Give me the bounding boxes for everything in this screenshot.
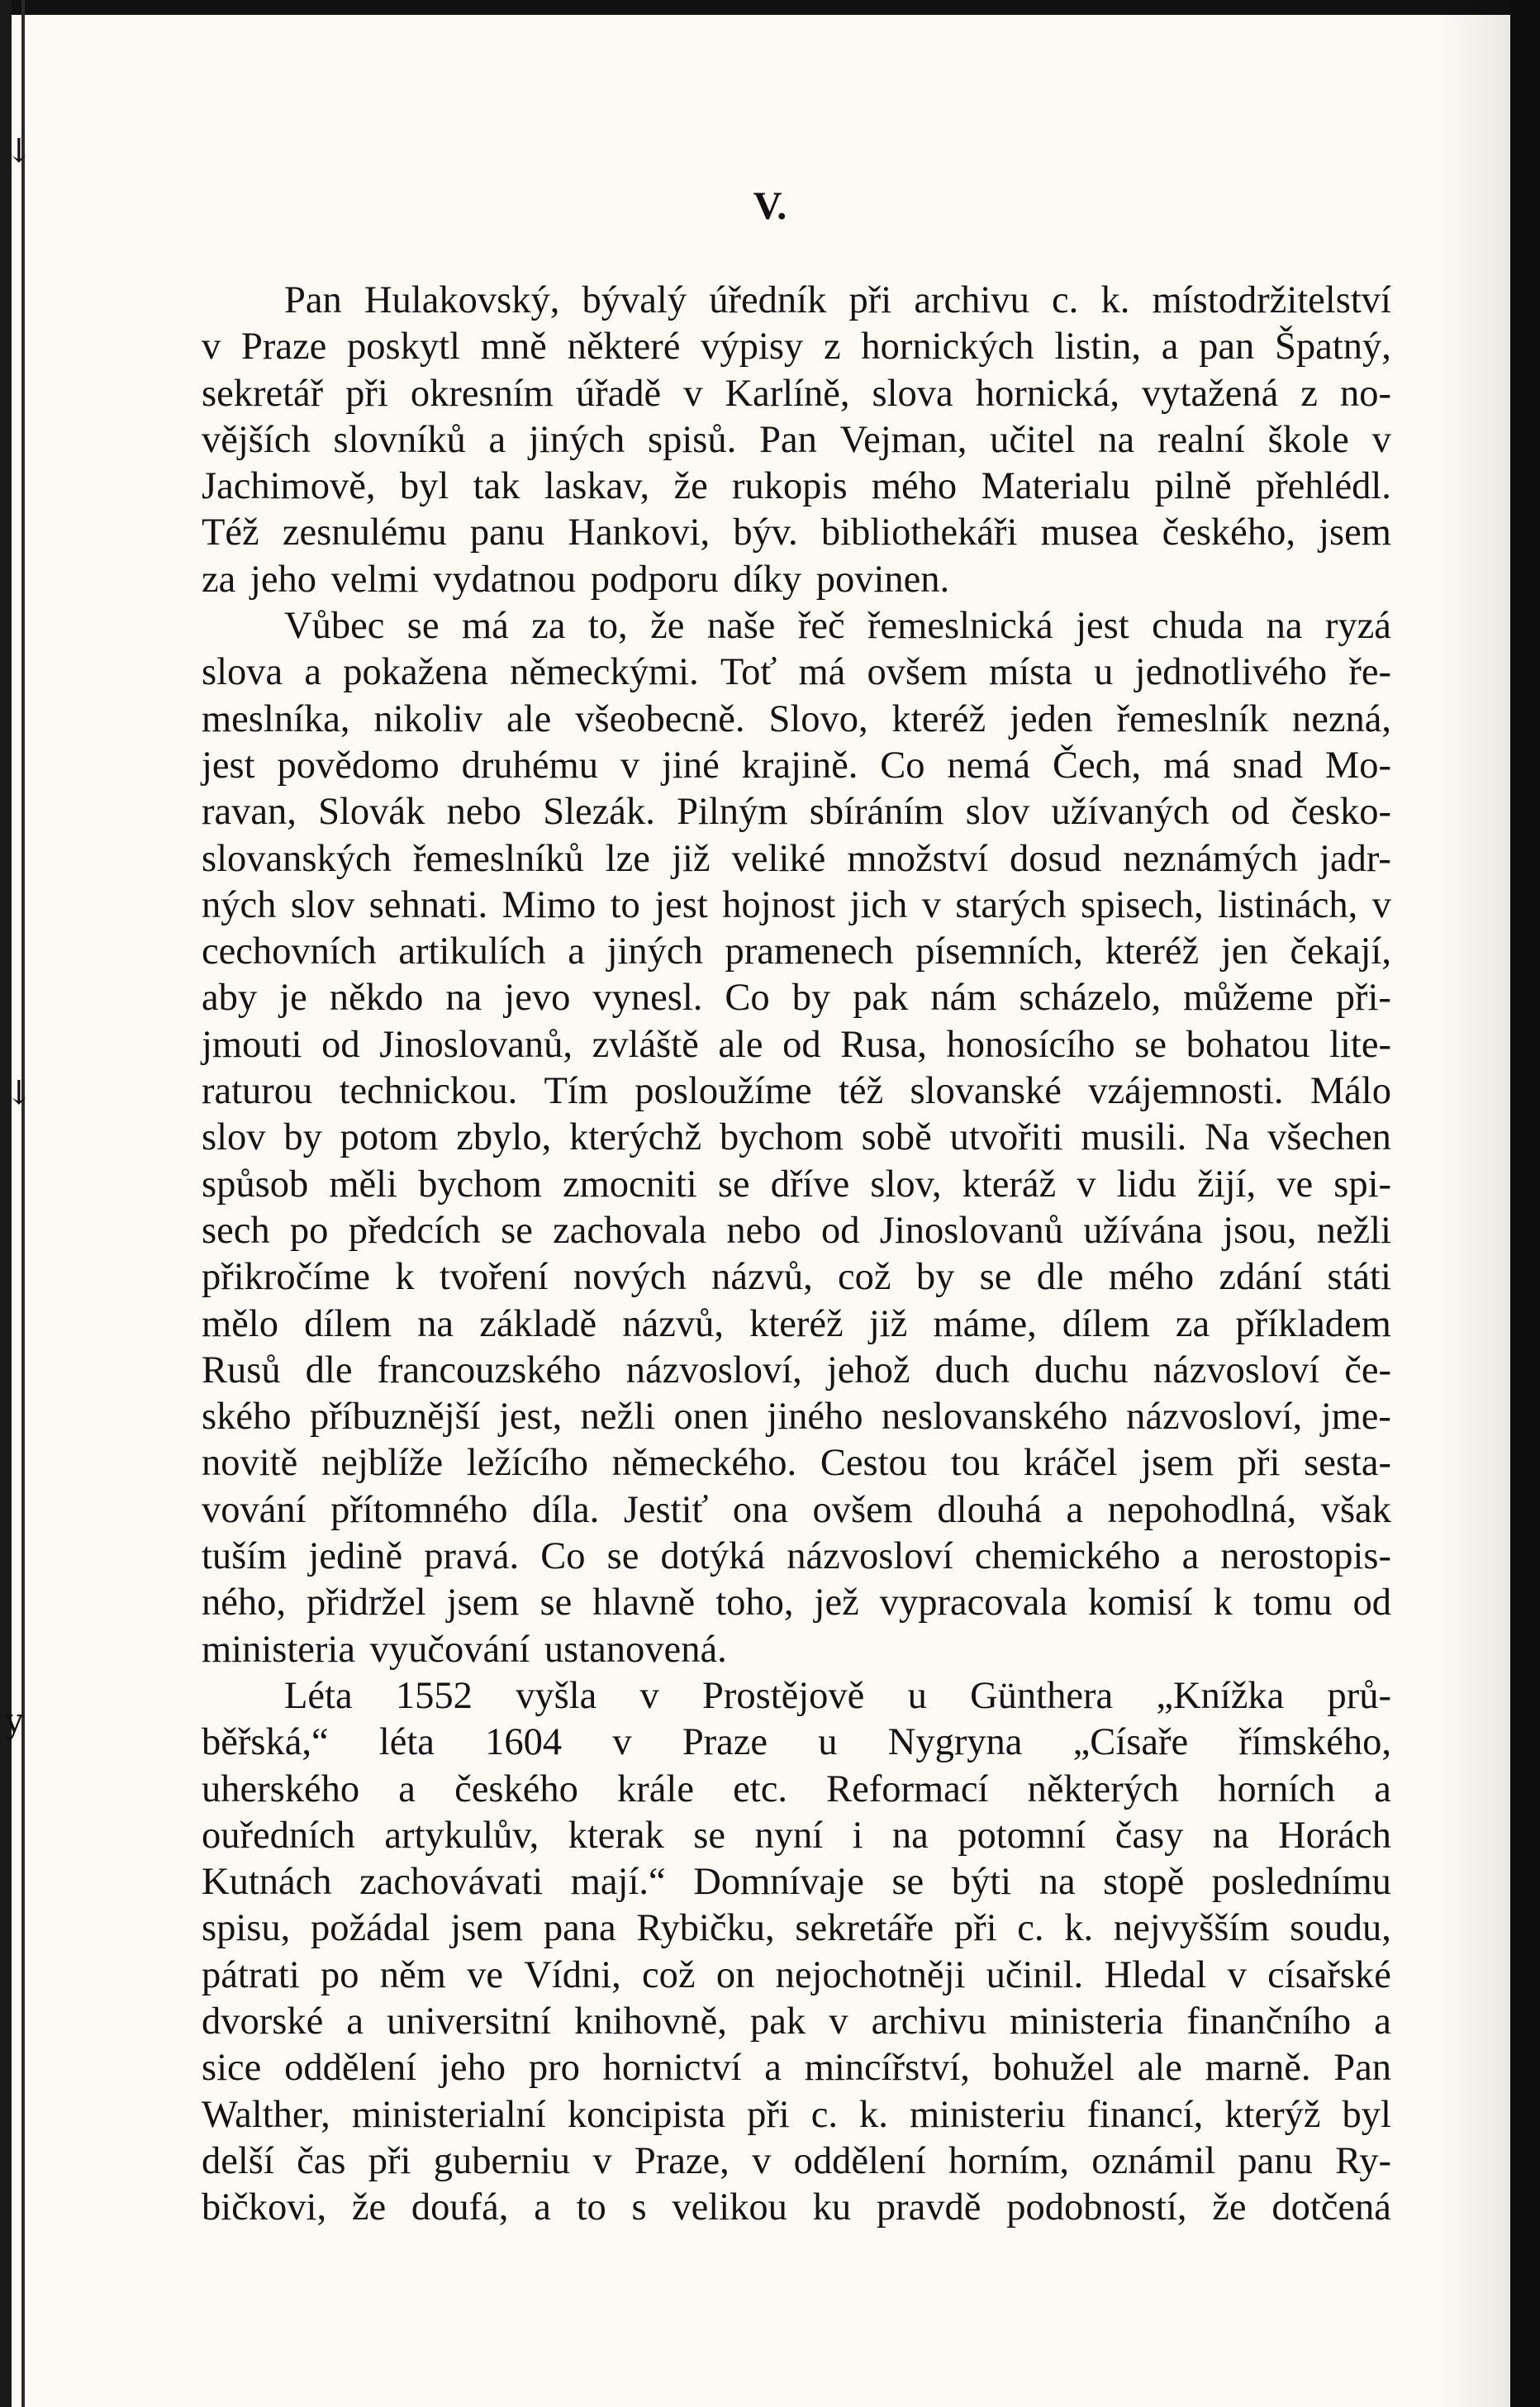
text-line: Též zesnulému panu Hankovi, býv. bibliothekáři musea českého, jsem xyxy=(202,511,1391,554)
text-line: přikročíme k tvoření nových názvů, což by se dle mého zdání státi xyxy=(202,1256,1391,1299)
text-line: Pan Hulakovský, bývalý úředník při archivu c. k. místodržitelství xyxy=(284,279,1391,321)
text-line: uherského a českého krále etc. Reformací některých horních a xyxy=(202,1767,1391,1810)
text-line: vějších slovníků a jiných spisů. Pan Vejman, učitel na realní škole v xyxy=(202,418,1391,461)
text-line: Kutnách zachovávati mají.“ Domnívaje se býti na stopě poslednímu xyxy=(202,1861,1391,1904)
text-line: vování přítomného díla. Jestiť ona ovšem dlouhá a nepohodlná, však xyxy=(202,1488,1391,1531)
text-line: aby je někdo na jevo vynesl. Co by pak nám scházelo, můžeme při- xyxy=(202,977,1391,1020)
text-line: Vůbec se má za to, že naše řeč řemeslnická jest chuda na ryzá xyxy=(284,605,1391,648)
text-line: dvorské a universitní knihovně, pak v archivu ministeria finančního a xyxy=(202,2000,1391,2043)
text-line: delší čas při guberniu v Praze, v oddělení horním, oznámil panu Ry- xyxy=(202,2139,1391,2182)
text-line: Rusů dle francouzského názvosloví, jehož duch duchu názvosloví če- xyxy=(202,1349,1391,1391)
scan-border-top xyxy=(0,0,1540,15)
page-edge-shade xyxy=(1436,0,1510,2407)
text-line: novitě nejblíže ležícího německého. Cestou tou kráčel jsem při sesta- xyxy=(202,1442,1391,1485)
text-line: ravan, Slovák nebo Slezák. Pilným sbíráním slov užívaných od česko- xyxy=(202,791,1391,834)
text-line: spisu, požádal jsem pana Rybičku, sekretáře při c. k. nejvyšším soudu, xyxy=(202,1907,1391,1950)
text-line: raturou technickou. Tím posloužíme též slovanské vzájemnosti. Málo xyxy=(202,1070,1391,1113)
text-line: pátrati po něm ve Vídni, což on nejochotněji učinil. Hledal v císařské xyxy=(202,1953,1391,1996)
text-line: za jeho velmi vydatnou podporu díky povinen. xyxy=(202,558,950,601)
text-line: ského příbuznější jest, nežli onen jiného neslovanského názvosloví, jme- xyxy=(202,1396,1391,1439)
text-line: ných slov sehnati. Mimo to jest hojnost jich v starých spisech, listinách, v xyxy=(202,883,1391,926)
text-line: sech po předcích se zachovala nebo od Jinoslovanů užívána jsou, nežli xyxy=(202,1209,1391,1252)
text-line: jmouti od Jinoslovanů, zvláště ale od Rusa, honosícího se bohatou lite- xyxy=(202,1023,1391,1066)
text-line: tuším jedině pravá. Co se dotýká názvosloví chemického a nerostopis- xyxy=(202,1535,1391,1578)
text-line: Walther, ministerialní koncipista při c. k. ministeriu financí, kterýž byl xyxy=(202,2093,1391,2136)
margin-mark-1: ↓ xyxy=(5,132,33,170)
scan-border-left xyxy=(0,0,12,2407)
text-line: Jachimově, byl tak laskav, že rukopis mého Materialu pilně přehlédl. xyxy=(202,465,1391,508)
text-line: slov by potom zbylo, kterýchž bychom sobě utvořiti musili. Na všechen xyxy=(202,1116,1391,1159)
chapter-heading: V. xyxy=(753,184,787,228)
text-line: slovanských řemeslníků lze již veliké množství dosud neznámých jadr- xyxy=(202,837,1391,880)
text-line: v Praze poskytl mně některé výpisy z hornických listin, a pan Špatný, xyxy=(202,326,1391,369)
text-line: mělo dílem na základě názvů, kteréž již máme, dílem za příkladem xyxy=(202,1302,1391,1345)
text-line: cechovních artikulích a jiných pramenech písemních, kteréž jen čekají, xyxy=(202,930,1391,973)
margin-mark-3: y xyxy=(5,1702,24,1740)
text-line: slova a pokažena německými. Toť má ovšem místa u jednotlivého ře- xyxy=(202,651,1391,694)
text-line: Léta 1552 vyšla v Prostějově u Günthera „Knížka prů- xyxy=(284,1674,1391,1717)
scan-border-left-inner xyxy=(21,0,25,2407)
scan-border-right xyxy=(1510,0,1540,2407)
text-line: ouředních artykulův, kterak se nyní i na potomní časy na Horách xyxy=(202,1814,1391,1857)
text-line: ministeria vyučování ustanovená. xyxy=(202,1628,727,1671)
text-line: jest povědomo druhému v jiné krajině. Co nemá Čech, má snad Mo- xyxy=(202,744,1391,787)
margin-mark-2: ↓ xyxy=(5,1074,33,1112)
text-line: sekretář při okresním úřadě v Karlíně, slova hornická, vytažená z no- xyxy=(202,372,1391,415)
text-line: spůsob měli bychom zmocniti se dříve slov, kteráž v lidu žijí, ve spi- xyxy=(202,1163,1391,1206)
text-line: sice oddělení jeho pro hornictví a mincířství, bohužel ale marně. Pan xyxy=(202,2047,1391,2090)
body-text xyxy=(202,278,1391,2231)
text-line: meslníka, nikoliv ale všeobecně. Slovo, kteréž jeden řemeslník nezná, xyxy=(202,697,1391,740)
text-line: bičkovi, že doufá, a to s velikou ku pravdě podobností, že dotčená xyxy=(202,2186,1391,2229)
text-line: běřská,“ léta 1604 v Praze u Nygryna „Císaře římského, xyxy=(202,1721,1391,1764)
text-line: ného, přidržel jsem se hlavně toho, jež vypracovala komisí k tomu od xyxy=(202,1582,1391,1624)
